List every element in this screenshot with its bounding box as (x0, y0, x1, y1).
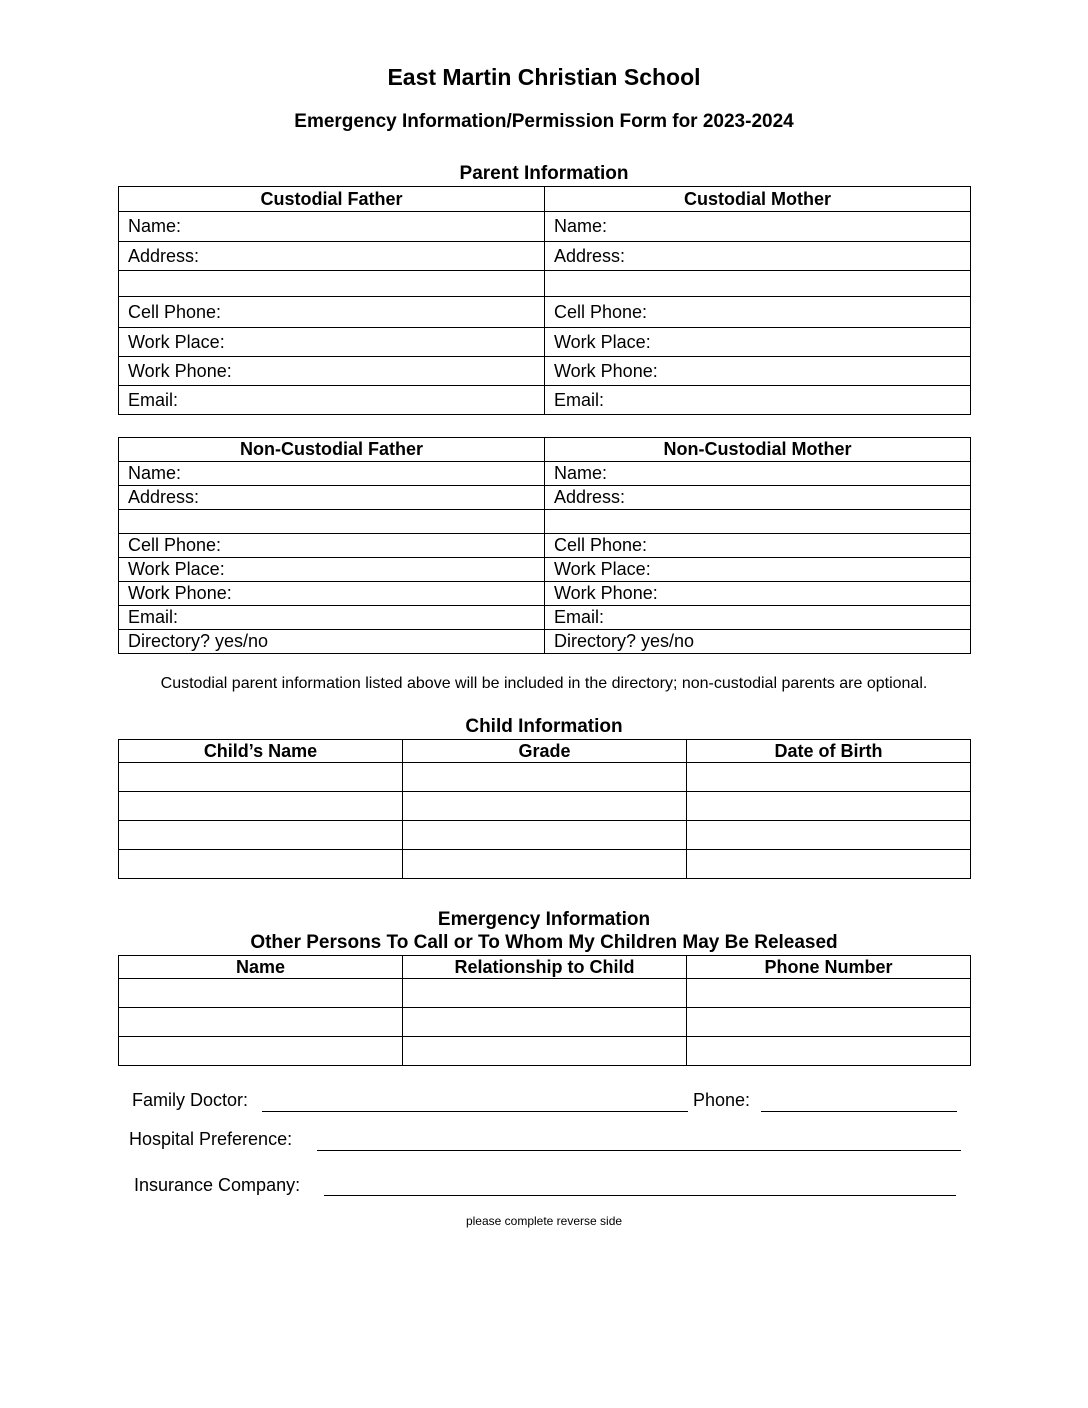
directory-note: Custodial parent information listed above will be included in the directory; non-custodial parents are optional. (160, 675, 928, 692)
table-cell[interactable]: Directory? yes/no (119, 630, 545, 654)
school-name: East Martin Christian School (387, 64, 701, 90)
family-doctor-line[interactable] (262, 1111, 688, 1112)
non-custodial-father-header: Non-Custodial Father (119, 438, 545, 462)
reverse-side-note: please complete reverse side (465, 1214, 623, 1228)
phone-number-cell[interactable] (687, 979, 971, 1008)
table-cell[interactable] (545, 271, 971, 297)
child-name-cell[interactable] (119, 792, 403, 821)
table-cell[interactable]: Cell Phone: (545, 297, 971, 328)
relationship-cell[interactable] (403, 1037, 687, 1066)
insurance-label: Insurance Company: (134, 1175, 301, 1195)
table-cell[interactable]: Name: (119, 212, 545, 242)
table-cell[interactable]: Work Phone: (119, 357, 545, 386)
child-info-heading: Child Information (465, 716, 623, 737)
grade-cell[interactable] (403, 850, 687, 879)
table-cell[interactable]: Work Phone: (545, 357, 971, 386)
hospital-label: Hospital Preference: (129, 1129, 293, 1149)
table-cell[interactable]: Address: (545, 486, 971, 510)
table-cell[interactable]: Name: (545, 462, 971, 486)
grade-cell[interactable] (403, 763, 687, 792)
table-cell[interactable]: Address: (545, 242, 971, 271)
child-name-cell[interactable] (119, 850, 403, 879)
form-title: Emergency Information/Permission Form for 2023-2024 (294, 111, 794, 132)
dob-cell[interactable] (687, 792, 971, 821)
table-cell[interactable] (119, 271, 545, 297)
table-cell[interactable]: Email: (545, 386, 971, 415)
table-cell[interactable]: Work Place: (119, 558, 545, 582)
contact-name-header: Name (119, 956, 403, 979)
table-cell[interactable]: Work Place: (545, 328, 971, 357)
child-name-cell[interactable] (119, 763, 403, 792)
table-cell[interactable]: Cell Phone: (119, 297, 545, 328)
dob-cell[interactable] (687, 850, 971, 879)
table-cell[interactable]: Email: (545, 606, 971, 630)
child-name-header: Child’s Name (119, 740, 403, 763)
phone-number-cell[interactable] (687, 1037, 971, 1066)
parent-info-heading: Parent Information (459, 163, 629, 184)
grade-header: Grade (403, 740, 687, 763)
insurance-line[interactable] (324, 1195, 956, 1196)
child-info-table (118, 739, 971, 879)
table-cell[interactable]: Cell Phone: (545, 534, 971, 558)
doctor-phone-label: Phone: (693, 1090, 751, 1110)
table-cell[interactable]: Work Phone: (119, 582, 545, 606)
contact-name-cell[interactable] (119, 1008, 403, 1037)
table-cell[interactable] (545, 510, 971, 534)
table-cell[interactable]: Address: (119, 242, 545, 271)
grade-cell[interactable] (403, 821, 687, 850)
table-cell[interactable]: Email: (119, 386, 545, 415)
custodial-father-header: Custodial Father (119, 187, 545, 212)
relationship-cell[interactable] (403, 1008, 687, 1037)
dob-header: Date of Birth (687, 740, 971, 763)
doctor-phone-line[interactable] (761, 1111, 957, 1112)
non-custodial-mother-header: Non-Custodial Mother (545, 438, 971, 462)
grade-cell[interactable] (403, 792, 687, 821)
table-cell[interactable]: Name: (119, 462, 545, 486)
custodial-mother-header: Custodial Mother (545, 187, 971, 212)
family-doctor-label: Family Doctor: (132, 1090, 249, 1110)
table-cell[interactable]: Name: (545, 212, 971, 242)
phone-number-cell[interactable] (687, 1008, 971, 1037)
contact-name-cell[interactable] (119, 1037, 403, 1066)
non-custodial-parents-table (118, 437, 971, 654)
emergency-contacts-table (118, 955, 971, 1066)
table-cell[interactable]: Work Place: (119, 328, 545, 357)
table-cell[interactable]: Address: (119, 486, 545, 510)
table-cell[interactable] (119, 510, 545, 534)
table-cell[interactable]: Directory? yes/no (545, 630, 971, 654)
dob-cell[interactable] (687, 821, 971, 850)
custodial-parents-table (118, 186, 971, 415)
table-cell[interactable]: Work Phone: (545, 582, 971, 606)
table-cell[interactable]: Email: (119, 606, 545, 630)
hospital-line[interactable] (317, 1150, 961, 1151)
contact-name-cell[interactable] (119, 979, 403, 1008)
relationship-cell[interactable] (403, 979, 687, 1008)
relationship-header: Relationship to Child (403, 956, 687, 979)
phone-number-header: Phone Number (687, 956, 971, 979)
table-cell[interactable]: Cell Phone: (119, 534, 545, 558)
dob-cell[interactable] (687, 763, 971, 792)
child-name-cell[interactable] (119, 821, 403, 850)
emergency-info-subheading: Other Persons To Call or To Whom My Children May Be Released (250, 932, 838, 953)
table-cell[interactable]: Work Place: (545, 558, 971, 582)
emergency-info-heading: Emergency Information (437, 909, 651, 930)
